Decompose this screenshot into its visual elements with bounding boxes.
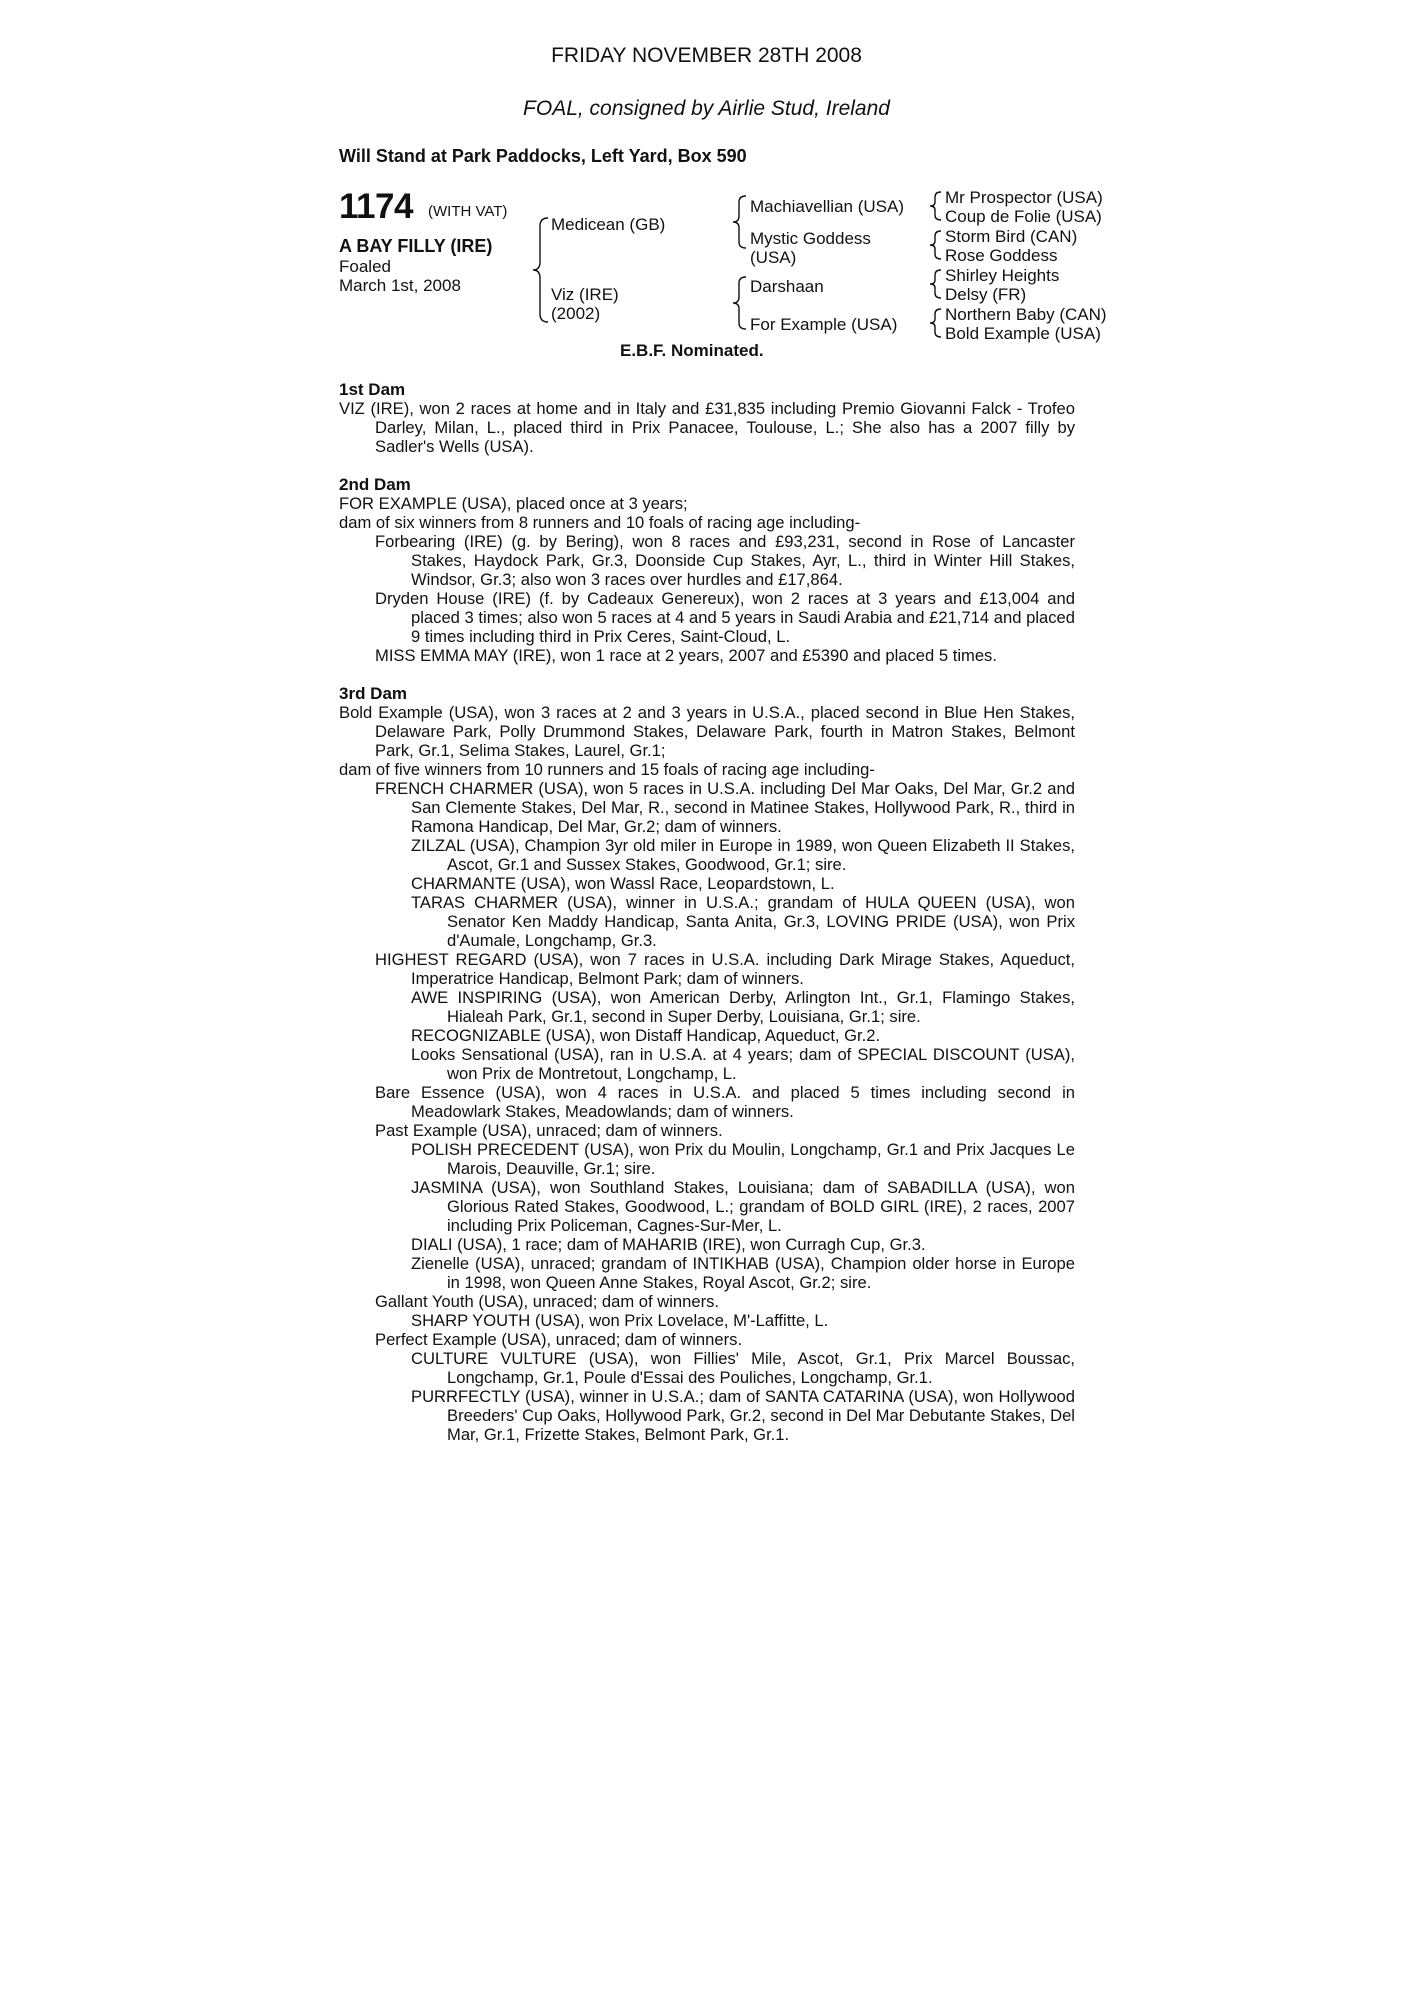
pedigree-ddd: Bold Example (USA) — [945, 324, 1101, 343]
pedigree-dam-year: (2002) — [551, 304, 601, 323]
third-dam-progeny: Past Example (USA), unraced; dam of winners. — [375, 1121, 723, 1140]
third-dam-progeny: SHARP YOUTH (USA), won Prix Lovelace, M'-Laffitte, L. — [411, 1311, 829, 1330]
third-dam-progeny: RECOGNIZABLE (USA), won Distaff Handicap, Aqueduct, Gr.2. — [411, 1026, 881, 1045]
pedigree-dsd: Delsy (FR) — [945, 285, 1027, 304]
vat-note: (WITH VAT) — [428, 203, 508, 220]
pedigree-dam-sire: Darshaan — [750, 277, 824, 296]
pedigree-sire-dam — [750, 229, 871, 267]
pedigree-ssd: Coup de Folie (USA) — [945, 207, 1102, 226]
lot-number: 1174 — [339, 187, 413, 226]
first-dam-text: VIZ (IRE), won 2 races at home and in Italy and £31,835 including Premio Giovanni Falck - Trofeo Darley, Milan, L., placed third in Prix Panacee, Toulouse, L.; She also has a 2007 filly by Sadler's Wells (USA). — [339, 399, 1075, 456]
second-dam-intro: FOR EXAMPLE (USA), placed once at 3 years; — [339, 494, 688, 513]
third-dam-progeny: CULTURE VULTURE (USA), won Fillies' Mile, Ascot, Gr.1, Prix Marcel Boussac, Longchamp, Gr.1, Poule d'Essai des Pouliches, Longchamp, Gr.1. — [411, 1349, 1075, 1387]
third-dam-heading: 3rd Dam — [339, 684, 408, 703]
third-dam-progeny: PURRFECTLY (USA), winner in U.S.A.; dam of SANTA CATARINA (USA), won Hollywood Breeders' Cup Oaks, Hollywood Park, Gr.2, second in Del Mar Debutante Stakes, Del Mar, Gr.1, Frizette Stakes, Belmont Park, Gr.1. — [411, 1387, 1075, 1444]
pedigree-sire-dam-line2: (USA) — [750, 248, 797, 267]
second-dam-progeny: Forbearing (IRE) (g. by Bering), won 8 races and £93,231, second in Rose of Lancaster Stakes, Haydock Park, Gr.3, Doonside Cup Stakes, Ayr, L., third in Winter Hill Stakes, Windsor, Gr.3; also won 3 races over hurdles and £17,864. — [375, 532, 1075, 589]
pedigree-sdd: Rose Goddess — [945, 246, 1058, 265]
second-dam-heading: 2nd Dam — [339, 475, 411, 494]
third-dam-progeny: AWE INSPIRING (USA), won American Derby, Arlington Int., Gr.1, Flamingo Stakes, Hialeah Park, Gr.1, second in Super Derby, Louisiana, Gr.1; sire. — [411, 988, 1075, 1026]
third-dam-dam-of: dam of five winners from 10 runners and 15 foals of racing age including- — [339, 760, 875, 779]
foaled-date: March 1st, 2008 — [339, 276, 461, 295]
foaled-label: Foaled — [339, 257, 391, 276]
second-dam-progeny: MISS EMMA MAY (IRE), won 1 race at 2 years, 2007 and £5390 and placed 5 times. — [375, 646, 997, 665]
sale-date: FRIDAY NOVEMBER 28TH 2008 — [551, 44, 862, 67]
stand-location: Will Stand at Park Paddocks, Left Yard, Box 590 — [339, 146, 747, 166]
brace-ss — [930, 192, 941, 220]
pedigree-sds: Storm Bird (CAN) — [945, 227, 1078, 246]
third-dam-progeny: Bare Essence (USA), won 4 races in U.S.A. and placed 5 times including second in Meadowlark Stakes, Meadowlands; dam of winners. — [375, 1083, 1075, 1121]
second-dam-dam-of: dam of six winners from 8 runners and 10 foals of racing age including- — [339, 513, 861, 532]
third-dam-progeny: TARAS CHARMER (USA), winner in U.S.A.; grandam of HULA QUEEN (USA), won Senator Ken Maddy Handicap, Santa Anita, Gr.3, LOVING PRIDE (USA), won Prix d'Aumale, Longchamp, Gr.3. — [411, 893, 1075, 950]
second-dam-progeny: Dryden House (IRE) (f. by Cadeaux Genereux), won 2 races at 3 years and £13,004 and placed 3 times; also won 5 races at 4 and 5 years in Saudi Arabia and £21,714 and placed 9 times including third in Prix Ceres, Saint-Cloud, L. — [375, 589, 1075, 646]
pedigree-sss: Mr Prospector (USA) — [945, 188, 1103, 207]
horse-description: A BAY FILLY (IRE) — [339, 236, 493, 256]
ebf-note: E.B.F. Nominated. — [620, 341, 764, 360]
pedigree-sire-sire: Machiavellian (USA) — [750, 197, 904, 216]
brace-dam — [733, 277, 746, 329]
brace-sire — [733, 196, 746, 248]
pedigree-dam-name: Viz (IRE) — [551, 285, 619, 304]
pedigree-dss: Shirley Heights — [945, 266, 1060, 285]
third-dam-progeny: Zienelle (USA), unraced; grandam of INTIKHAB (USA), Champion older horse in Europe in 1998, won Queen Anne Stakes, Royal Ascot, Gr.2; sire. — [411, 1254, 1075, 1292]
pedigree-sire-dam-line1: Mystic Goddess — [750, 229, 871, 248]
third-dam-progeny: ZILZAL (USA), Champion 3yr old miler in Europe in 1989, won Queen Elizabeth II Stakes, Ascot, Gr.1 and Sussex Stakes, Goodwood, Gr.1; sire. — [411, 836, 1075, 874]
lot-type: FOAL, consigned by Airlie Stud, Ireland — [523, 97, 890, 120]
third-dam-progeny: Gallant Youth (USA), unraced; dam of winners. — [375, 1292, 720, 1311]
pedigree-braces — [0, 0, 1413, 360]
third-dam-progeny: POLISH PRECEDENT (USA), won Prix du Moulin, Longchamp, Gr.1 and Prix Jacques Le Marois, Deauville, Gr.1; sire. — [411, 1140, 1075, 1178]
pedigree-dam-dam: For Example (USA) — [750, 315, 898, 334]
third-dam-progeny: FRENCH CHARMER (USA), won 5 races in U.S.A. including Del Mar Oaks, Del Mar, Gr.2 and San Clemente Stakes, Del Mar, R., second in Matinee Stakes, Hollywood Park, R., third in Ramona Handicap, Del Mar, Gr.2; dam of winners. — [375, 779, 1075, 836]
brace-sd — [930, 231, 941, 259]
pedigree-dds: Northern Baby (CAN) — [945, 305, 1107, 324]
pedigree-dam — [551, 285, 619, 323]
third-dam-progeny: Looks Sensational (USA), ran in U.S.A. at 4 years; dam of SPECIAL DISCOUNT (USA), won Prix de Montretout, Longchamp, L. — [411, 1045, 1075, 1083]
third-dam-progeny: CHARMANTE (USA), won Wassl Race, Leopardstown, L. — [411, 874, 835, 893]
third-dam-progeny: DIALI (USA), 1 race; dam of MAHARIB (IRE), won Curragh Cup, Gr.3. — [411, 1235, 926, 1254]
brace-main — [533, 218, 548, 322]
third-dam-progeny: HIGHEST REGARD (USA), won 7 races in U.S.A. including Dark Mirage Stakes, Aqueduct, Imperatrice Handicap, Belmont Park; dam of winners. — [375, 950, 1075, 988]
first-dam-heading: 1st Dam — [339, 380, 406, 399]
third-dam-progeny: JASMINA (USA), won Southland Stakes, Louisiana; dam of SABADILLA (USA), won Glorious Rated Stakes, Goodwood, L.; grandam of BOLD GIRL (IRE), 2 races, 2007 including Prix Policeman, Cagnes-Sur-Mer, L. — [411, 1178, 1075, 1235]
brace-dd — [930, 309, 941, 337]
brace-ds — [930, 270, 941, 298]
produce-record — [339, 380, 1075, 1444]
pedigree-sire: Medicean (GB) — [551, 215, 666, 234]
third-dam-intro: Bold Example (USA), won 3 races at 2 and 3 years in U.S.A., placed second in Blue Hen Stakes, Delaware Park, Polly Drummond Stakes, Delaware Park, fourth in Matron Stakes, Belmont Park, Gr.1, Selima Stakes, Laurel, Gr.1; — [339, 703, 1075, 760]
third-dam-progeny: Perfect Example (USA), unraced; dam of winners. — [375, 1330, 743, 1349]
